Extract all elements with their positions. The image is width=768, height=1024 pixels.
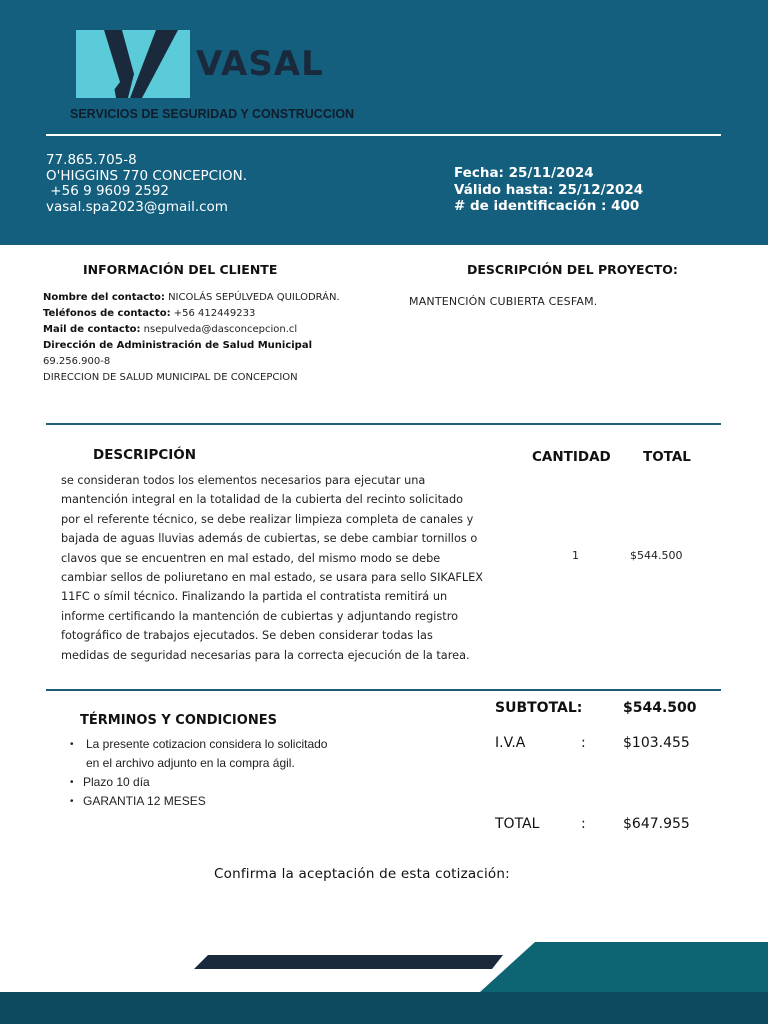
terms-list bbox=[70, 735, 327, 811]
client-organization: Dirección de Administración de Salud Municipal bbox=[43, 340, 313, 351]
company-rut: 77.865.705-8 bbox=[46, 152, 137, 168]
phone-label: Teléfonos de contacto: bbox=[43, 308, 171, 319]
subtotal-label: SUBTOTAL: bbox=[495, 700, 583, 716]
confirmation-text: Confirma la aceptación de esta cotización: bbox=[214, 866, 510, 882]
item-total: $544.500 bbox=[630, 549, 683, 562]
client-heading: INFORMACIÓN DEL CLIENTE bbox=[83, 262, 278, 277]
description-line: 11FC o símil técnico. Finalizando la partida el contratista remitirá un bbox=[61, 590, 448, 604]
client-info bbox=[43, 290, 340, 386]
quote-date: Fecha: 25/11/2024 bbox=[454, 165, 594, 181]
quote-valid-until: Válido hasta: 25/12/2024 bbox=[454, 181, 644, 198]
section-divider bbox=[46, 423, 721, 425]
project-heading: DESCRIPCIÓN DEL PROYECTO: bbox=[467, 262, 678, 277]
footer-bar bbox=[0, 992, 768, 1024]
description-line: se consideran todos los elementos necesarios para ejecutar una bbox=[61, 474, 426, 487]
description-line: informe certificando la mantención de cubiertas y adjuntando registro bbox=[61, 609, 459, 623]
client-org-rut: 69.256.900-8 bbox=[43, 356, 111, 367]
terms-item: • Plazo 10 día bbox=[70, 773, 327, 792]
terms-heading: TÉRMINOS Y CONDICIONES bbox=[80, 713, 277, 728]
description-line: mantención integral en la totalidad de la cubierta del recinto solicitado bbox=[61, 493, 464, 507]
company-address: O'HIGGINS 770 CONCEPCION. bbox=[46, 167, 248, 184]
description-line: medidas de seguridad necesarias para la correcta ejecución de la tarea. bbox=[61, 648, 470, 662]
brand-name: VASAL bbox=[196, 44, 324, 84]
quote-meta bbox=[454, 165, 643, 215]
col-total-header: TOTAL bbox=[643, 449, 691, 465]
description-line: clavos que se encuentren en mal estado, del mismo modo se debe bbox=[61, 551, 441, 565]
total-label: TOTAL bbox=[495, 816, 540, 832]
description-line: cambiar sellos de poliuretano en mal estado, se usara para sello SIKAFLEX bbox=[61, 571, 484, 585]
iva-colon: : bbox=[581, 735, 586, 751]
item-description bbox=[61, 471, 505, 665]
iva-label: I.V.A bbox=[495, 735, 526, 751]
contact-label: Nombre del contacto: bbox=[43, 292, 165, 303]
col-description-header: DESCRIPCIÓN bbox=[93, 447, 197, 463]
mail-label: Mail de contacto: bbox=[43, 324, 141, 335]
description-line: bajada de aguas lluvias además de cubiertas, se debe cambiar tornillos o bbox=[61, 532, 478, 546]
vasal-logo-icon bbox=[76, 30, 190, 98]
section-divider bbox=[46, 689, 721, 691]
item-quantity: 1 bbox=[572, 549, 579, 562]
description-line: por el referente técnico, se debe realizar limpieza completa de canales y bbox=[61, 512, 474, 526]
company-info bbox=[46, 153, 247, 215]
total-colon: : bbox=[581, 816, 586, 832]
terms-item bbox=[70, 735, 327, 773]
phone-value: +56 412449233 bbox=[170, 308, 256, 319]
brand-tagline: SERVICIOS DE SEGURIDAD Y CONSTRUCCION bbox=[70, 107, 355, 121]
company-phone: +56 9 9609 2592 bbox=[46, 183, 169, 199]
quote-id: # de identificación : 400 bbox=[454, 198, 640, 214]
contact-value: NICOLÁS SEPÚLVEDA QUILODRÁN. bbox=[164, 292, 340, 303]
subtotal-value: $544.500 bbox=[623, 700, 697, 716]
description-line: fotográfico de trabajos ejecutados. Se deben considerar todas las bbox=[61, 629, 433, 643]
project-description: MANTENCIÓN CUBIERTA CESFAM. bbox=[409, 295, 598, 308]
iva-value: $103.455 bbox=[623, 735, 690, 751]
terms-item: • GARANTIA 12 MESES bbox=[70, 792, 327, 811]
total-value: $647.955 bbox=[623, 816, 690, 832]
col-quantity-header: CANTIDAD bbox=[532, 449, 611, 465]
header-band bbox=[0, 0, 768, 245]
terms-item-text-cont: en el archivo adjunto en la compra ágil. bbox=[86, 756, 295, 770]
terms-item-text: La presente cotizacion considera lo solicitado bbox=[86, 737, 328, 751]
client-org-name: DIRECCION DE SALUD MUNICIPAL DE CONCEPCION bbox=[43, 372, 298, 383]
header-divider bbox=[46, 134, 721, 136]
mail-value: nsepulveda@dasconcepcion.cl bbox=[140, 324, 298, 335]
company-email: vasal.spa2023@gmail.com bbox=[46, 198, 228, 215]
